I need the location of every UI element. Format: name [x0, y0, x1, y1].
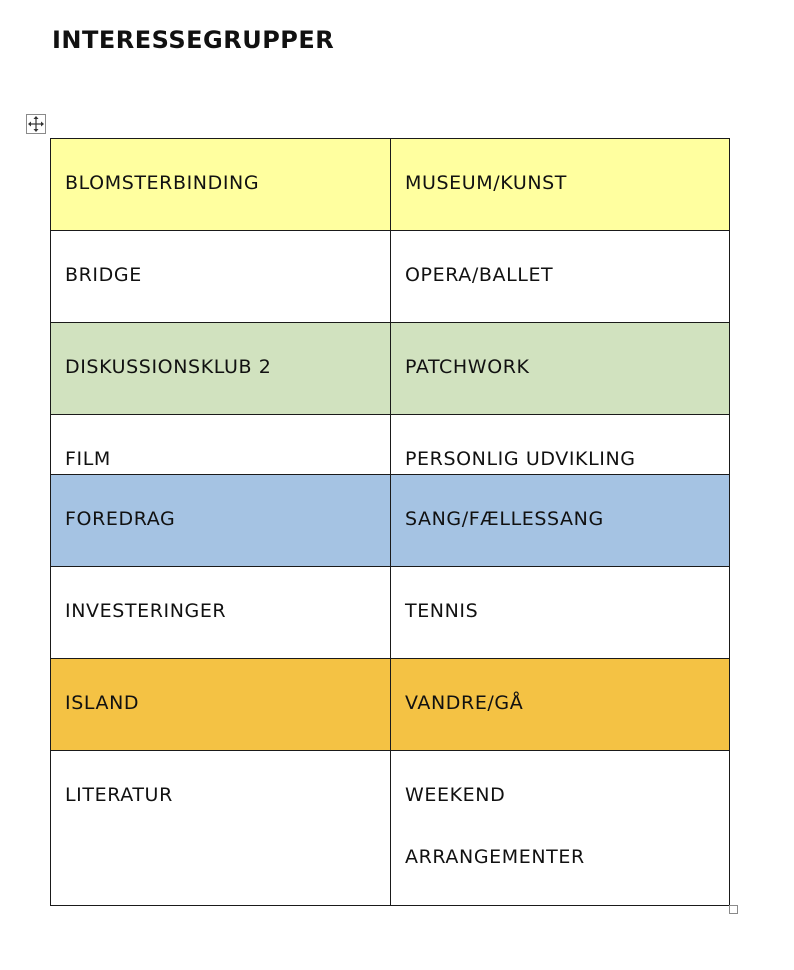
cell-text: WEEKEND [405, 784, 506, 806]
table-cell[interactable] [50, 658, 391, 751]
table-cell[interactable] [390, 138, 730, 231]
table-cell[interactable] [50, 414, 391, 475]
table-cell[interactable] [50, 138, 391, 231]
table-cell[interactable] [50, 230, 391, 323]
table-cell[interactable] [50, 566, 391, 659]
cell-text: DISKUSSIONSKLUB 2 [65, 356, 272, 378]
cell-text: VANDRE/GÅ [405, 692, 524, 714]
cell-text-line2: ARRANGEMENTER [405, 846, 585, 868]
table-cell[interactable] [390, 230, 730, 323]
table-cell[interactable] [390, 474, 730, 567]
interest-groups-table [50, 138, 730, 906]
table-cell[interactable] [50, 750, 391, 906]
cell-text: PATCHWORK [405, 356, 530, 378]
cell-text: SANG/FÆLLESSANG [405, 508, 604, 530]
table-cell[interactable] [390, 566, 730, 659]
page-title: INTERESSEGRUPPER [52, 26, 335, 54]
cell-text: ISLAND [65, 692, 140, 714]
table-cell[interactable] [50, 322, 391, 415]
table-move-handle-icon[interactable] [26, 114, 46, 134]
cell-text: MUSEUM/KUNST [405, 172, 568, 194]
cell-text: PERSONLIG UDVIKLING [405, 448, 636, 470]
table-cell[interactable] [50, 474, 391, 567]
cell-text: INVESTERINGER [65, 600, 227, 622]
cell-text: BLOMSTERBINDING [65, 172, 260, 194]
table-cell[interactable] [390, 658, 730, 751]
cell-text: LITERATUR [65, 784, 173, 806]
cell-text: TENNIS [405, 600, 479, 622]
cell-text: OPERA/BALLET [405, 264, 554, 286]
table-resize-handle-icon[interactable] [729, 905, 738, 914]
cell-text: BRIDGE [65, 264, 142, 286]
cell-text: FOREDRAG [65, 508, 176, 530]
cell-text: FILM [65, 448, 111, 470]
table-cell[interactable] [390, 322, 730, 415]
table-cell[interactable] [390, 750, 730, 906]
table-cell[interactable] [390, 414, 730, 475]
